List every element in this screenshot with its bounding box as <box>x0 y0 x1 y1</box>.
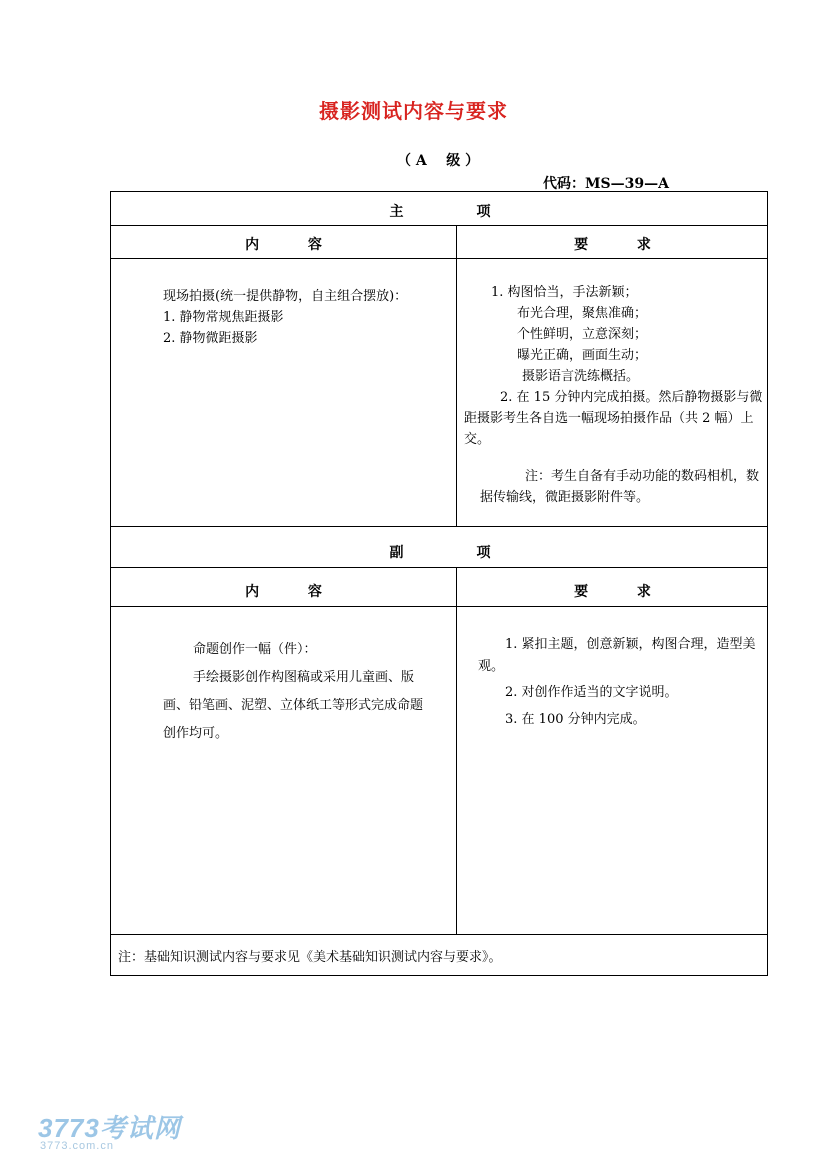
sub-content-col-header: 内 容 <box>245 584 322 600</box>
watermark-logo: 3773考试网 <box>38 1113 181 1143</box>
row-divider <box>111 934 767 935</box>
content-line: 1. 静物常规焦距摄影 <box>163 310 284 325</box>
requirements-table <box>110 191 768 976</box>
requirement-line: 布光合理，聚焦准确； <box>517 306 648 321</box>
content-line: 2. 静物微距摄影 <box>163 331 258 346</box>
main-requirement-col-header: 要 求 <box>574 237 651 253</box>
exam-code: 代码：MS—39—A <box>543 176 669 192</box>
requirement-line: 2. 对创作作适当的文字说明。 <box>505 685 678 700</box>
sub-requirement-cell <box>478 634 768 731</box>
main-content-cell <box>163 286 448 349</box>
content-line: 命题创作一幅（件）： <box>193 642 317 657</box>
main-content-col-header: 内 容 <box>245 237 322 253</box>
requirement-line: 2. 在 15 分钟内完成拍摄。然后静物摄影与微距摄影考生各自选一幅现场拍摄作品（共 2 幅）上交。 <box>464 390 763 447</box>
row-divider <box>111 258 767 259</box>
requirement-line: 摄影语言洗练概括。 <box>522 369 640 384</box>
footnote: 注：基础知识测试内容与要求见《美术基础知识测试内容与要求》。 <box>118 950 502 965</box>
sub-requirement-col-header: 要 求 <box>574 584 651 600</box>
content-line: 现场拍摄(统一提供静物，自主组合摆放)： <box>163 289 408 304</box>
column-divider <box>456 567 457 934</box>
row-divider <box>111 225 767 226</box>
row-divider <box>111 606 767 607</box>
requirement-note: 注：考生自备有手动功能的数码相机，数据传输线，微距摄影附件等。 <box>480 469 760 505</box>
level-label: （ A 级 ） <box>397 153 480 169</box>
sub-content-cell <box>163 636 435 748</box>
main-requirement-cell <box>464 282 766 508</box>
row-divider <box>111 567 767 568</box>
page-title: 摄影测试内容与要求 <box>319 99 508 123</box>
column-divider <box>456 225 457 526</box>
requirement-line: 1. 构图恰当，手法新颖； <box>491 285 638 300</box>
content-line: 手绘摄影创作构图稿或采用儿童画、版画、铅笔画、泥塑、立体纸工等形式完成命题创作均可。 <box>163 670 424 741</box>
main-section-header: 主 项 <box>389 204 491 220</box>
sub-section-header: 副 项 <box>389 545 491 561</box>
watermark-url: 3773.com.cn <box>40 1140 114 1152</box>
requirement-line: 1. 紧扣主题，创意新颖，构图合理，造型美观。 <box>478 637 756 674</box>
row-divider <box>111 526 767 527</box>
requirement-line: 3. 在 100 分钟内完成。 <box>505 712 646 727</box>
requirement-line: 曝光正确，画面生动； <box>517 348 648 363</box>
requirement-line: 个性鲜明，立意深刻； <box>517 327 648 342</box>
